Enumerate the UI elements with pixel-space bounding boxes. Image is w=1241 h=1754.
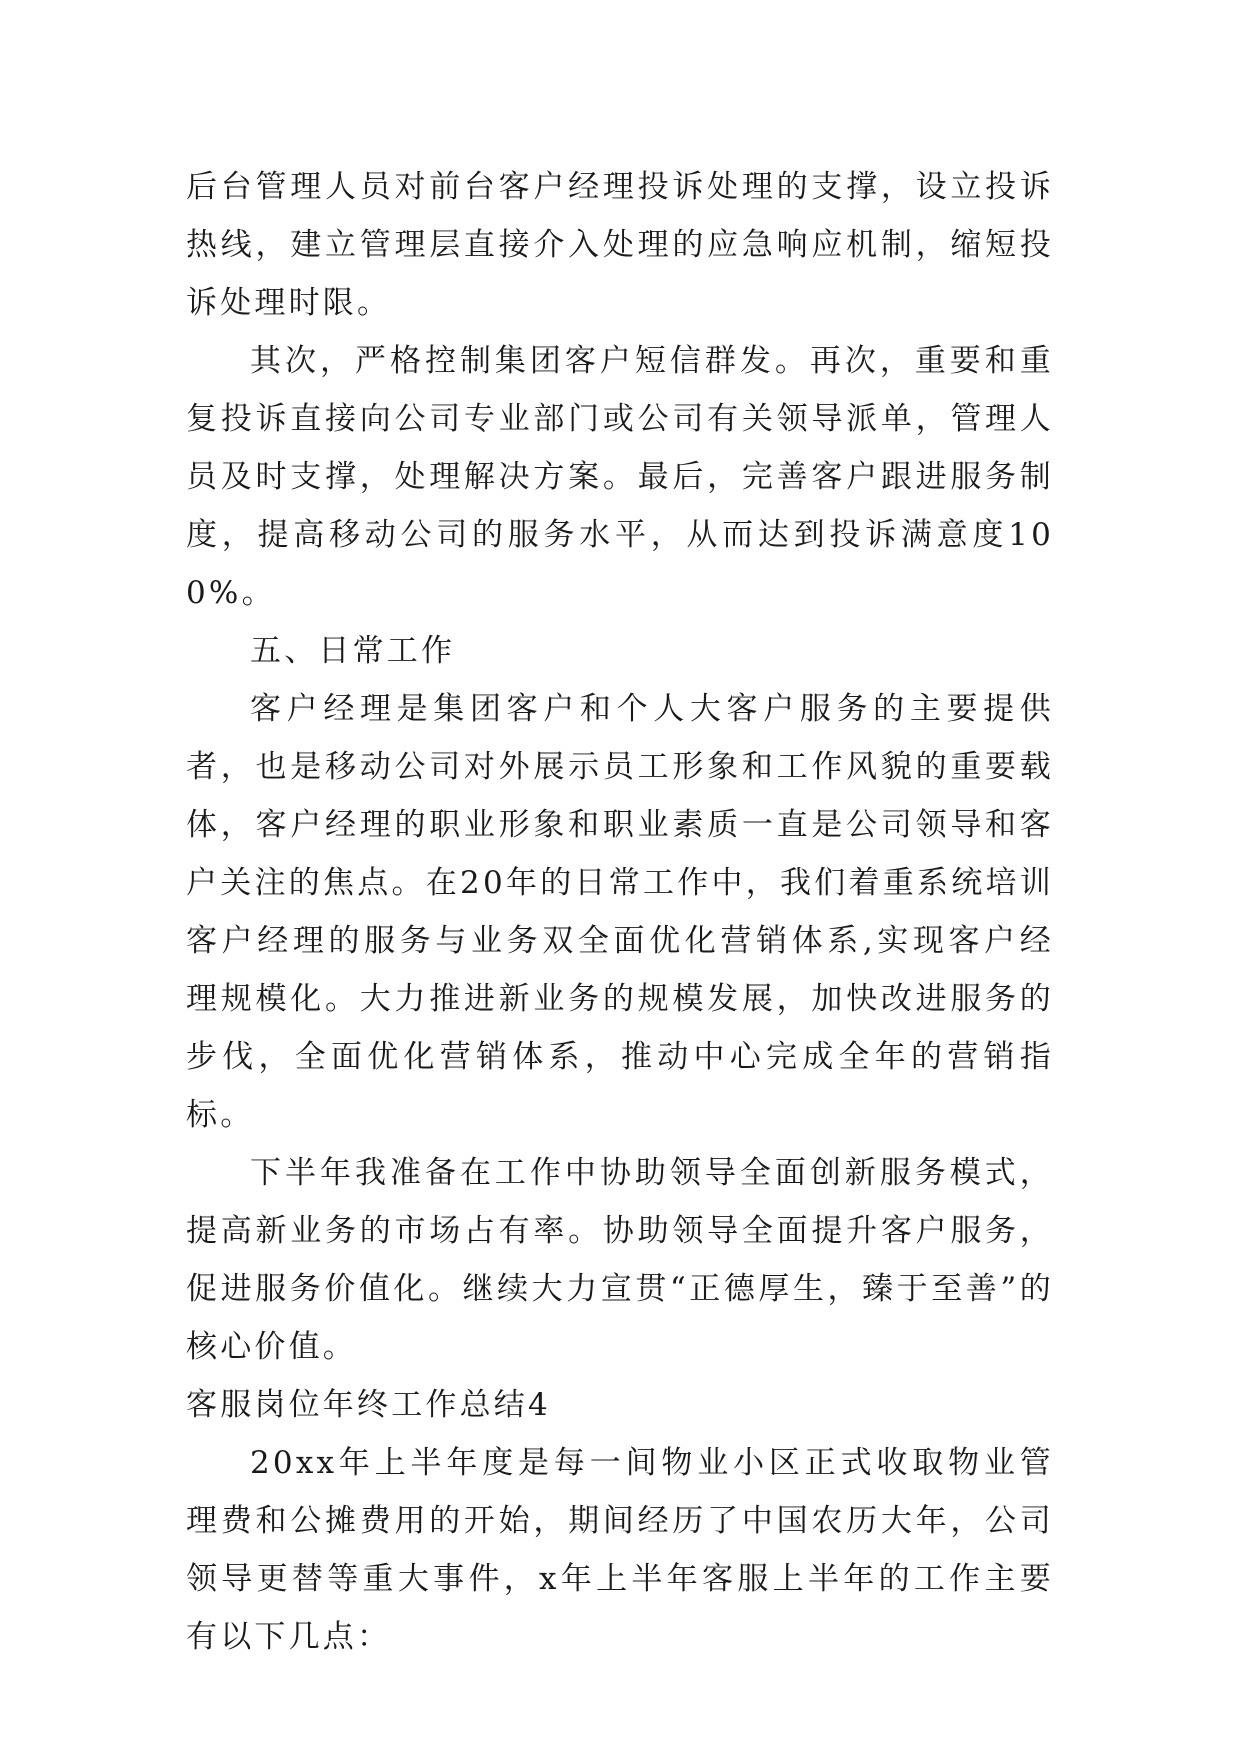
subheading-daily-work: 五、日常工作 (250, 633, 456, 669)
paragraph-account-manager: 客户经理是集团客户和个人大客户服务的主要提供者，也是移动公司对外展示员工形象和工作风貌的重要载体，客户经理的职业形象和职业素质一直是公司领导和客户关注的焦点。在20年的日常工作中，我们着重系统培训客户经理的服务与业务双全面优化营销体系,实现客户经理规模化。大力推进新业务的规模发展，加快改进服务的步伐，全面优化营销体系，推动中心完成全年的营销指标。 (186, 691, 1054, 1133)
paragraph-first-half-summary: 20xx年上半年度是每一间物业小区正式收取物业管理费和公摊费用的开始，期间经历了中国农历大年，公司领导更替等重大事件，x年上半年客服上半年的工作主要有以下几点： (186, 1445, 1054, 1655)
document-body (186, 158, 1054, 1666)
paragraph-complaint-support: 后台管理人员对前台客户经理投诉处理的支撑，设立投诉热线，建立管理层直接介入处理的应急响应机制，缩短投诉处理时限。 (186, 169, 1054, 321)
paragraph-complaint-measures: 其次，严格控制集团客户短信群发。再次，重要和重复投诉直接向公司专业部门或公司有关领导派单，管理人员及时支撑，处理解决方案。最后，完善客户跟进服务制度，提高移动公司的服务水平，从而达到投诉满意度100%。 (186, 343, 1054, 611)
section-title: 客服岗位年终工作总结4 (186, 1387, 551, 1423)
paragraph-second-half-plan: 下半年我准备在工作中协助领导全面创新服务模式，提高新业务的市场占有率。协助领导全面提升客户服务，促进服务价值化。继续大力宣贯“正德厚生，臻于至善”的核心价值。 (186, 1155, 1054, 1365)
